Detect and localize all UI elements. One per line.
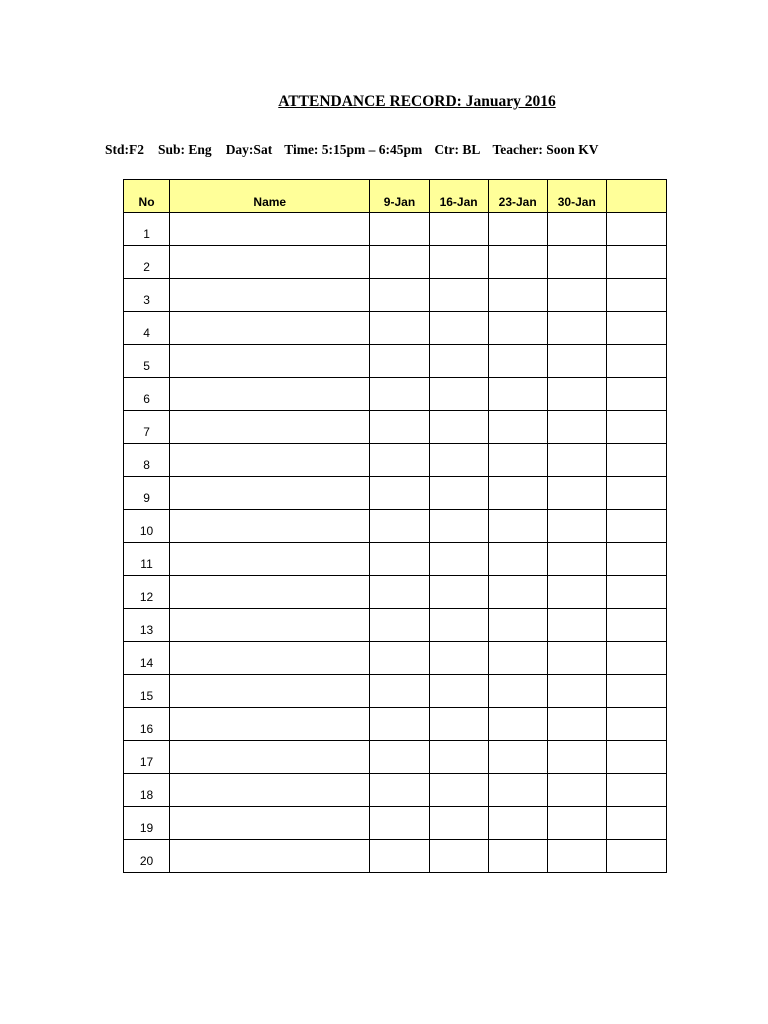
name-cell xyxy=(170,213,370,246)
date-cell-4 xyxy=(547,807,606,840)
header-date-2: 16-Jan xyxy=(429,180,488,213)
date-cell-3 xyxy=(488,444,547,477)
name-cell xyxy=(170,411,370,444)
table-row xyxy=(124,213,667,246)
extra-cell xyxy=(606,477,666,510)
date-cell-4 xyxy=(547,741,606,774)
date-cell-1 xyxy=(370,213,429,246)
extra-cell xyxy=(606,741,666,774)
date-cell-4 xyxy=(547,378,606,411)
date-cell-3 xyxy=(488,708,547,741)
header-date-4: 30-Jan xyxy=(547,180,606,213)
name-cell xyxy=(170,741,370,774)
name-cell xyxy=(170,609,370,642)
date-cell-4 xyxy=(547,642,606,675)
date-cell-1 xyxy=(370,609,429,642)
name-cell xyxy=(170,774,370,807)
extra-cell xyxy=(606,246,666,279)
date-cell-2 xyxy=(429,312,488,345)
date-cell-3 xyxy=(488,345,547,378)
date-cell-1 xyxy=(370,378,429,411)
table-body xyxy=(124,213,667,873)
date-cell-4 xyxy=(547,510,606,543)
subject-field: Sub: Eng xyxy=(158,142,212,157)
row-number: 10 xyxy=(124,510,170,543)
date-cell-3 xyxy=(488,741,547,774)
table-row xyxy=(124,708,667,741)
extra-cell xyxy=(606,708,666,741)
row-number: 9 xyxy=(124,477,170,510)
name-cell xyxy=(170,708,370,741)
date-cell-4 xyxy=(547,279,606,312)
table-row xyxy=(124,246,667,279)
name-cell xyxy=(170,675,370,708)
table-row xyxy=(124,741,667,774)
row-number: 3 xyxy=(124,279,170,312)
centre-field: Ctr: BL xyxy=(434,142,481,157)
row-number: 11 xyxy=(124,543,170,576)
row-number: 7 xyxy=(124,411,170,444)
header-date-3: 23-Jan xyxy=(488,180,547,213)
row-number: 15 xyxy=(124,675,170,708)
date-cell-1 xyxy=(370,840,429,873)
date-cell-2 xyxy=(429,543,488,576)
header-no: No xyxy=(124,180,170,213)
date-cell-3 xyxy=(488,807,547,840)
date-cell-2 xyxy=(429,708,488,741)
table-row xyxy=(124,675,667,708)
row-number: 19 xyxy=(124,807,170,840)
table-row xyxy=(124,279,667,312)
date-cell-3 xyxy=(488,411,547,444)
name-cell xyxy=(170,246,370,279)
row-number: 5 xyxy=(124,345,170,378)
date-cell-4 xyxy=(547,609,606,642)
date-cell-2 xyxy=(429,675,488,708)
date-cell-3 xyxy=(488,213,547,246)
date-cell-3 xyxy=(488,279,547,312)
extra-cell xyxy=(606,411,666,444)
date-cell-1 xyxy=(370,345,429,378)
title-text: ATTENDANCE RECORD: January 2016 xyxy=(278,93,556,110)
date-cell-1 xyxy=(370,312,429,345)
extra-cell xyxy=(606,642,666,675)
date-cell-3 xyxy=(488,543,547,576)
table-row xyxy=(124,840,667,873)
date-cell-2 xyxy=(429,279,488,312)
date-cell-4 xyxy=(547,774,606,807)
date-cell-3 xyxy=(488,510,547,543)
row-number: 18 xyxy=(124,774,170,807)
date-cell-1 xyxy=(370,774,429,807)
date-cell-4 xyxy=(547,345,606,378)
date-cell-1 xyxy=(370,741,429,774)
name-cell xyxy=(170,543,370,576)
row-number: 2 xyxy=(124,246,170,279)
table-row xyxy=(124,774,667,807)
name-cell xyxy=(170,345,370,378)
attendance-table xyxy=(123,179,667,873)
date-cell-4 xyxy=(547,840,606,873)
date-cell-2 xyxy=(429,576,488,609)
row-number: 6 xyxy=(124,378,170,411)
date-cell-2 xyxy=(429,840,488,873)
date-cell-1 xyxy=(370,576,429,609)
date-cell-2 xyxy=(429,213,488,246)
date-cell-3 xyxy=(488,642,547,675)
name-cell xyxy=(170,576,370,609)
date-cell-1 xyxy=(370,510,429,543)
extra-cell xyxy=(606,543,666,576)
date-cell-1 xyxy=(370,411,429,444)
row-number: 8 xyxy=(124,444,170,477)
table-row xyxy=(124,444,667,477)
date-cell-1 xyxy=(370,246,429,279)
date-cell-2 xyxy=(429,246,488,279)
date-cell-3 xyxy=(488,774,547,807)
name-cell xyxy=(170,378,370,411)
row-number: 16 xyxy=(124,708,170,741)
extra-cell xyxy=(606,807,666,840)
extra-cell xyxy=(606,576,666,609)
standard-field: Std:F2 xyxy=(105,142,145,157)
date-cell-2 xyxy=(429,378,488,411)
header-name: Name xyxy=(170,180,370,213)
date-cell-3 xyxy=(488,576,547,609)
table-row xyxy=(124,576,667,609)
row-number: 13 xyxy=(124,609,170,642)
date-cell-4 xyxy=(547,543,606,576)
date-cell-1 xyxy=(370,543,429,576)
date-cell-2 xyxy=(429,444,488,477)
table-row xyxy=(124,477,667,510)
header-blank xyxy=(606,180,666,213)
table-row xyxy=(124,345,667,378)
extra-cell xyxy=(606,378,666,411)
date-cell-2 xyxy=(429,609,488,642)
day-field: Day:Sat xyxy=(225,142,273,157)
date-cell-2 xyxy=(429,807,488,840)
extra-cell xyxy=(606,345,666,378)
name-cell xyxy=(170,642,370,675)
extra-cell xyxy=(606,774,666,807)
date-cell-4 xyxy=(547,213,606,246)
date-cell-4 xyxy=(547,246,606,279)
table-row xyxy=(124,411,667,444)
table-row xyxy=(124,609,667,642)
date-cell-4 xyxy=(547,444,606,477)
date-cell-4 xyxy=(547,312,606,345)
date-cell-4 xyxy=(547,675,606,708)
header-row xyxy=(124,180,667,213)
date-cell-3 xyxy=(488,312,547,345)
extra-cell xyxy=(606,675,666,708)
date-cell-3 xyxy=(488,609,547,642)
row-number: 14 xyxy=(124,642,170,675)
page-title xyxy=(0,93,768,111)
date-cell-4 xyxy=(547,708,606,741)
table-row xyxy=(124,543,667,576)
time-field: Time: 5:15pm – 6:45pm xyxy=(284,142,423,157)
date-cell-2 xyxy=(429,741,488,774)
date-cell-1 xyxy=(370,477,429,510)
name-cell xyxy=(170,807,370,840)
date-cell-2 xyxy=(429,774,488,807)
header-date-1: 9-Jan xyxy=(370,180,429,213)
table-row xyxy=(124,642,667,675)
table-row xyxy=(124,378,667,411)
date-cell-3 xyxy=(488,477,547,510)
name-cell xyxy=(170,312,370,345)
row-number: 20 xyxy=(124,840,170,873)
extra-cell xyxy=(606,510,666,543)
date-cell-1 xyxy=(370,708,429,741)
extra-cell xyxy=(606,609,666,642)
date-cell-1 xyxy=(370,675,429,708)
name-cell xyxy=(170,840,370,873)
table-row xyxy=(124,510,667,543)
date-cell-3 xyxy=(488,675,547,708)
extra-cell xyxy=(606,279,666,312)
name-cell xyxy=(170,510,370,543)
class-details xyxy=(105,142,598,158)
date-cell-1 xyxy=(370,444,429,477)
row-number: 1 xyxy=(124,213,170,246)
name-cell xyxy=(170,444,370,477)
teacher-field: Teacher: Soon KV xyxy=(492,142,599,157)
date-cell-2 xyxy=(429,411,488,444)
date-cell-3 xyxy=(488,378,547,411)
extra-cell xyxy=(606,312,666,345)
table-header xyxy=(124,180,667,213)
date-cell-2 xyxy=(429,345,488,378)
extra-cell xyxy=(606,840,666,873)
extra-cell xyxy=(606,213,666,246)
row-number: 4 xyxy=(124,312,170,345)
date-cell-1 xyxy=(370,807,429,840)
date-cell-4 xyxy=(547,411,606,444)
date-cell-4 xyxy=(547,576,606,609)
date-cell-2 xyxy=(429,642,488,675)
extra-cell xyxy=(606,444,666,477)
date-cell-1 xyxy=(370,279,429,312)
date-cell-2 xyxy=(429,510,488,543)
date-cell-3 xyxy=(488,246,547,279)
date-cell-2 xyxy=(429,477,488,510)
date-cell-3 xyxy=(488,840,547,873)
name-cell xyxy=(170,279,370,312)
row-number: 17 xyxy=(124,741,170,774)
name-cell xyxy=(170,477,370,510)
date-cell-1 xyxy=(370,642,429,675)
date-cell-4 xyxy=(547,477,606,510)
table-row xyxy=(124,807,667,840)
table-row xyxy=(124,312,667,345)
row-number: 12 xyxy=(124,576,170,609)
